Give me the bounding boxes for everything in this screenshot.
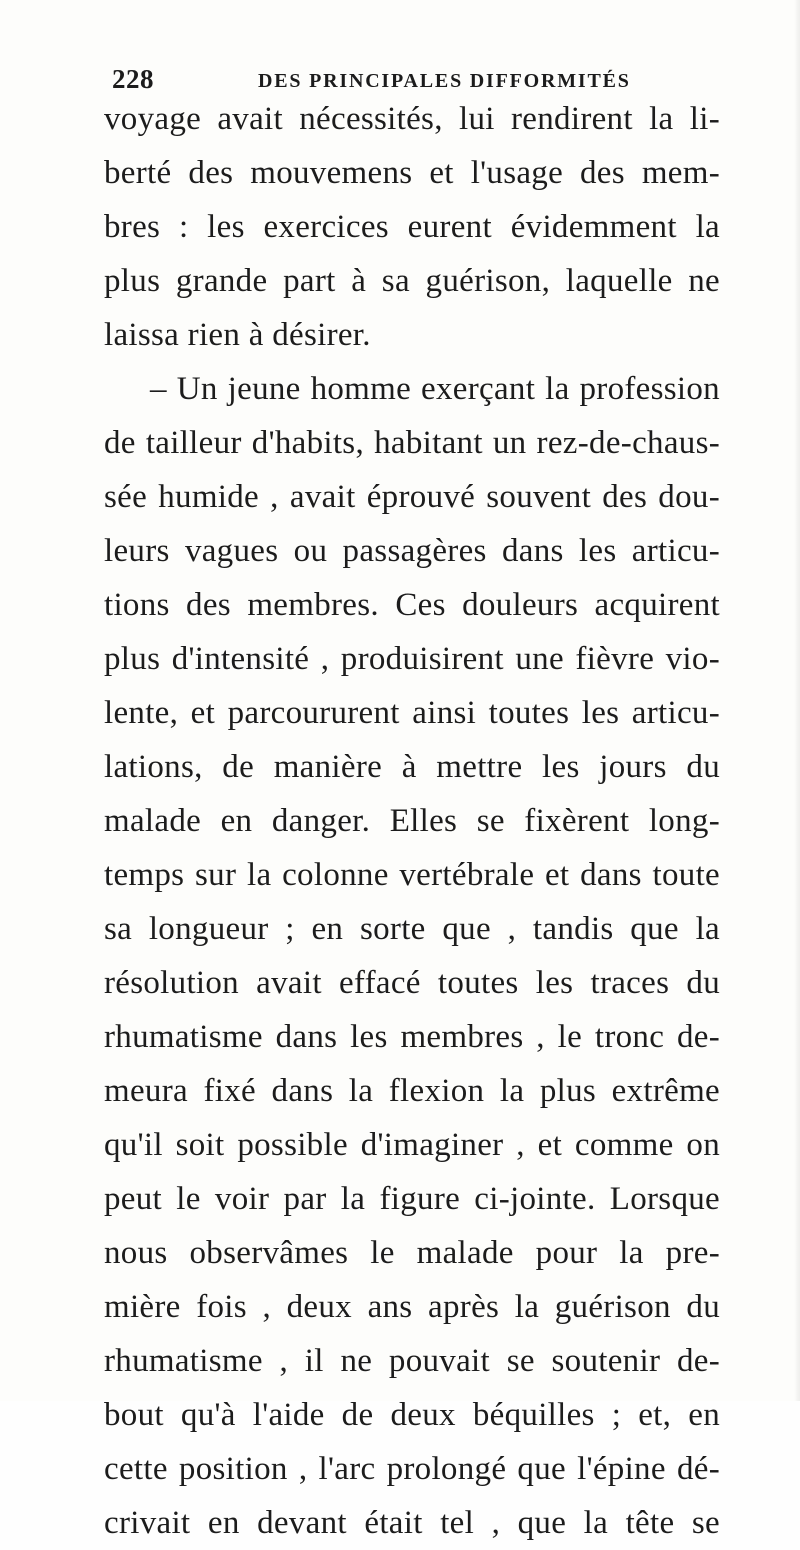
text-line: laissa rien à désirer. bbox=[104, 317, 371, 353]
text-line: plus grande part à sa guérison, laquelle ne bbox=[104, 263, 720, 299]
text-line: malade en danger. Elles se fixèrent long- bbox=[104, 803, 720, 839]
text-line: lations, de manière à mettre les jours du bbox=[104, 749, 720, 785]
text-line: sée humide , avait éprouvé souvent des dou- bbox=[104, 479, 720, 515]
text-line: mière fois , deux ans après la guérison du bbox=[104, 1289, 720, 1325]
text-line: lente, et parcoururent ainsi toutes les articu- bbox=[104, 695, 720, 731]
text-line: bout qu'à l'aide de deux béquilles ; et, en bbox=[104, 1397, 720, 1433]
text-line: berté des mouvemens et l'usage des mem- bbox=[104, 155, 720, 191]
text-line: leurs vagues ou passagères dans les articu- bbox=[104, 533, 720, 569]
text-line: tions des membres. Ces douleurs acquirent bbox=[104, 587, 720, 623]
text-line: crivait en devant était tel , que la tête se bbox=[104, 1505, 720, 1541]
page-edge-shadow bbox=[794, 0, 800, 1401]
text-line: de tailleur d'habits, habitant un rez-de-chaus- bbox=[104, 425, 720, 461]
text-line: sa longueur ; en sorte que , tandis que la bbox=[104, 911, 720, 947]
text-line: résolution avait effacé toutes les traces du bbox=[104, 965, 720, 1001]
text-line: meura fixé dans la flexion la plus extrême bbox=[104, 1073, 720, 1109]
text-line: cette position , l'arc prolongé que l'épine dé- bbox=[104, 1451, 720, 1487]
page-number: 228 bbox=[112, 64, 154, 94]
text-line: plus d'intensité , produisirent une fièvre vio- bbox=[104, 641, 720, 677]
text-line: qu'il soit possible d'imaginer , et comme on bbox=[104, 1127, 720, 1163]
text-line: nous observâmes le malade pour la pre- bbox=[104, 1235, 720, 1271]
text-line: temps sur la colonne vertébrale et dans toute bbox=[104, 857, 720, 893]
text-line: rhumatisme dans les membres , le tronc de- bbox=[104, 1019, 720, 1055]
text-line: bres : les exercices eurent évidemment la bbox=[104, 209, 720, 245]
running-head-title: DES PRINCIPALES DIFFORMITÉS bbox=[258, 70, 631, 92]
text-line: peut le voir par la figure ci-jointe. Lorsque bbox=[104, 1181, 720, 1217]
text-line: voyage avait nécessités, lui rendirent la li- bbox=[104, 101, 720, 137]
body-text bbox=[104, 92, 720, 1550]
text-line: – Un jeune homme exerçant la profession bbox=[150, 371, 720, 407]
text-line: rhumatisme , il ne pouvait se soutenir de- bbox=[104, 1343, 720, 1379]
